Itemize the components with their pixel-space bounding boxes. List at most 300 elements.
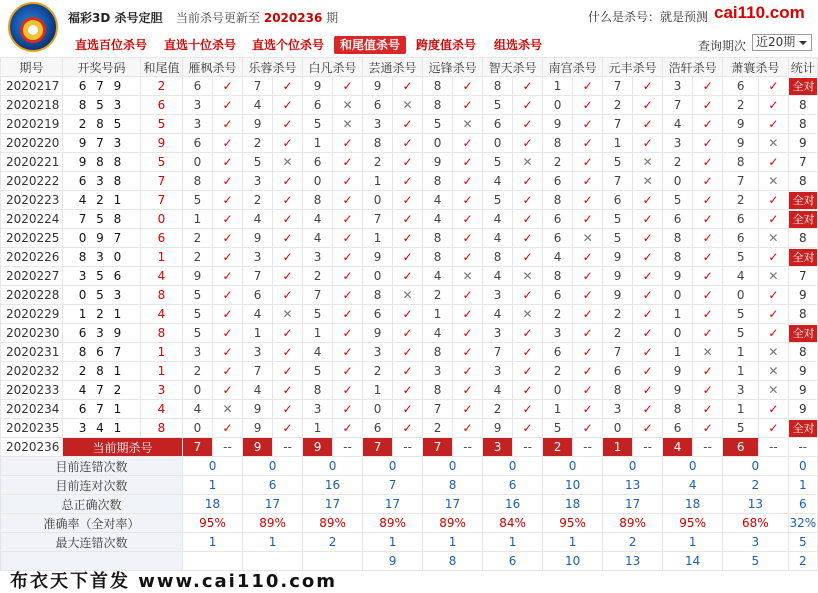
check-icon: ✓ bbox=[453, 286, 483, 305]
kill-number-cell: 0 bbox=[663, 286, 693, 305]
stat-cell bbox=[788, 77, 817, 96]
kill-number-cell: 5 bbox=[483, 153, 513, 172]
period-cell: 2020231 bbox=[1, 343, 63, 362]
kill-number-cell: 0 bbox=[603, 419, 633, 438]
draw-number-cell: 8 3 0 bbox=[63, 248, 141, 267]
table-row bbox=[1, 267, 818, 286]
cross-icon: ✕ bbox=[759, 229, 788, 248]
table-row bbox=[1, 134, 818, 153]
check-icon: ✓ bbox=[393, 305, 423, 324]
check-icon: ✓ bbox=[573, 400, 603, 419]
stats-value: 0 bbox=[663, 457, 723, 476]
sum-tail-cell: 7 bbox=[141, 191, 183, 210]
draw-number-cell: 8 5 3 bbox=[63, 96, 141, 115]
period-cell: 2020225 bbox=[1, 229, 63, 248]
kill-number-cell: 1 bbox=[243, 324, 273, 343]
stats-value: 1 bbox=[483, 533, 543, 552]
kill-number-cell: 8 bbox=[543, 191, 573, 210]
kill-number-cell: 2 bbox=[363, 153, 393, 172]
check-icon: ✓ bbox=[393, 229, 423, 248]
column-header: 期号 bbox=[1, 58, 63, 77]
check-icon: ✓ bbox=[759, 286, 788, 305]
check-icon: ✓ bbox=[759, 96, 788, 115]
stats-value: 3 bbox=[723, 533, 788, 552]
table-row bbox=[1, 362, 818, 381]
column-header: 和尾值 bbox=[141, 58, 183, 77]
stats-value: 0 bbox=[423, 457, 483, 476]
draw-number-cell: 2 8 5 bbox=[63, 115, 141, 134]
check-icon: ✓ bbox=[453, 210, 483, 229]
cross-icon: ✕ bbox=[759, 134, 788, 153]
sum-tail-cell: 4 bbox=[141, 267, 183, 286]
kill-number-cell: 7 bbox=[423, 400, 453, 419]
kill-number-cell: 1 bbox=[423, 305, 453, 324]
draw-number-cell: 0 5 3 bbox=[63, 286, 141, 305]
stats-value: 1 bbox=[183, 476, 243, 495]
check-icon: ✓ bbox=[513, 191, 543, 210]
check-icon: ✓ bbox=[393, 134, 423, 153]
check-icon: ✓ bbox=[573, 115, 603, 134]
tab-tens[interactable]: 直选十位杀号 bbox=[164, 38, 237, 52]
kill-number-cell: 3 bbox=[183, 115, 213, 134]
brand-logo[interactable]: cai110.com bbox=[714, 3, 805, 22]
kill-number-cell: 8 bbox=[543, 267, 573, 286]
cross-icon: ✕ bbox=[453, 267, 483, 286]
kill-number-cell: 3 bbox=[183, 343, 213, 362]
kill-number-cell: 3 bbox=[663, 77, 693, 96]
period-cell: 2020222 bbox=[1, 172, 63, 191]
kill-number-cell: 8 bbox=[543, 134, 573, 153]
check-icon: ✓ bbox=[333, 324, 363, 343]
cross-icon: ✕ bbox=[213, 400, 243, 419]
check-icon: ✓ bbox=[759, 77, 788, 96]
check-icon: ✓ bbox=[573, 210, 603, 229]
column-header: 统计 bbox=[788, 58, 817, 77]
check-icon: ✓ bbox=[573, 77, 603, 96]
kill-number-cell: 7 bbox=[603, 77, 633, 96]
check-icon: ✓ bbox=[273, 77, 303, 96]
column-header: 远锋杀号 bbox=[423, 58, 483, 77]
cross-icon: ✕ bbox=[453, 115, 483, 134]
kill-number-cell: 3 bbox=[603, 400, 633, 419]
stats-value: 0 bbox=[303, 457, 363, 476]
period-cell: 2020232 bbox=[1, 362, 63, 381]
stats-value: 6 bbox=[483, 552, 543, 571]
check-icon: ✓ bbox=[453, 381, 483, 400]
kill-number-cell: 1 bbox=[363, 172, 393, 191]
kill-number-cell: 2 bbox=[723, 96, 759, 115]
kill-number-cell: 4 bbox=[423, 267, 453, 286]
kill-number-cell: 5 bbox=[303, 115, 333, 134]
kill-number-cell: 4 bbox=[483, 229, 513, 248]
kill-number-cell: 9 bbox=[243, 229, 273, 248]
current-kill-number: 3 bbox=[483, 438, 513, 457]
check-icon: ✓ bbox=[633, 248, 663, 267]
kill-number-cell: 0 bbox=[543, 96, 573, 115]
kill-number-cell: 9 bbox=[483, 419, 513, 438]
kill-number-cell: 6 bbox=[723, 210, 759, 229]
kill-number-cell: 5 bbox=[423, 115, 453, 134]
kill-number-cell: 7 bbox=[363, 210, 393, 229]
kill-number-cell: 3 bbox=[183, 96, 213, 115]
table-row bbox=[1, 248, 818, 267]
draw-number-cell: 2 8 1 bbox=[63, 362, 141, 381]
check-icon: ✓ bbox=[273, 324, 303, 343]
check-icon: ✓ bbox=[513, 381, 543, 400]
draw-number-cell: 9 8 8 bbox=[63, 153, 141, 172]
pending-mark: -- bbox=[759, 438, 788, 457]
pending-mark: -- bbox=[393, 438, 423, 457]
stats-value: 6 bbox=[788, 495, 817, 514]
draw-number-cell: 6 7 9 bbox=[63, 77, 141, 96]
stats-value: 84% bbox=[483, 514, 543, 533]
stats-value: 0 bbox=[363, 457, 423, 476]
kill-number-cell: 6 bbox=[723, 77, 759, 96]
sum-tail-cell: 7 bbox=[141, 172, 183, 191]
kill-number-cell: 8 bbox=[603, 381, 633, 400]
stats-value: 95% bbox=[543, 514, 603, 533]
check-icon: ✓ bbox=[513, 248, 543, 267]
stats-value: 1 bbox=[423, 533, 483, 552]
check-icon: ✓ bbox=[693, 153, 723, 172]
sum-tail-cell: 8 bbox=[141, 286, 183, 305]
pending-mark: -- bbox=[513, 438, 543, 457]
check-icon: ✓ bbox=[633, 305, 663, 324]
draw-number-cell: 7 5 8 bbox=[63, 210, 141, 229]
kill-number-cell: 5 bbox=[723, 419, 759, 438]
stat-cell: 7 bbox=[788, 153, 817, 172]
check-icon: ✓ bbox=[453, 191, 483, 210]
kill-number-cell: 7 bbox=[483, 343, 513, 362]
check-icon: ✓ bbox=[393, 324, 423, 343]
check-icon: ✓ bbox=[513, 324, 543, 343]
kill-number-cell: 9 bbox=[663, 267, 693, 286]
check-icon: ✓ bbox=[759, 324, 788, 343]
draw-number-cell: 4 2 1 bbox=[63, 191, 141, 210]
period-cell: 2020230 bbox=[1, 324, 63, 343]
kill-number-cell: 2 bbox=[183, 229, 213, 248]
check-icon: ✓ bbox=[273, 115, 303, 134]
current-kill-number: 9 bbox=[243, 438, 273, 457]
stats-value: 7 bbox=[363, 476, 423, 495]
kill-number-cell: 4 bbox=[483, 305, 513, 324]
kill-number-cell: 3 bbox=[483, 286, 513, 305]
all-correct-badge: 全对 bbox=[789, 325, 818, 342]
period-cell: 2020220 bbox=[1, 134, 63, 153]
check-icon: ✓ bbox=[573, 362, 603, 381]
kill-number-cell: 0 bbox=[303, 172, 333, 191]
check-icon: ✓ bbox=[453, 419, 483, 438]
check-icon: ✓ bbox=[633, 115, 663, 134]
table-row bbox=[1, 305, 818, 324]
check-icon: ✓ bbox=[693, 400, 723, 419]
kill-number-cell: 0 bbox=[663, 172, 693, 191]
check-icon: ✓ bbox=[513, 362, 543, 381]
kill-number-cell: 6 bbox=[603, 362, 633, 381]
column-header: 元丰杀号 bbox=[603, 58, 663, 77]
kill-number-cell: 8 bbox=[423, 248, 453, 267]
check-icon: ✓ bbox=[273, 343, 303, 362]
check-icon: ✓ bbox=[213, 191, 243, 210]
kill-number-cell: 3 bbox=[363, 115, 393, 134]
kill-number-cell: 8 bbox=[423, 77, 453, 96]
kill-number-cell: 7 bbox=[303, 286, 333, 305]
stat-cell: 9 bbox=[788, 134, 817, 153]
kill-number-cell: 6 bbox=[543, 172, 573, 191]
kill-number-cell: 5 bbox=[483, 96, 513, 115]
draw-number-cell: 1 2 1 bbox=[63, 305, 141, 324]
draw-number-cell: 9 7 3 bbox=[63, 134, 141, 153]
check-icon: ✓ bbox=[633, 381, 663, 400]
tab-units[interactable]: 直选个位杀号 bbox=[252, 38, 325, 52]
period-cell: 2020228 bbox=[1, 286, 63, 305]
check-icon: ✓ bbox=[693, 96, 723, 115]
tab-sum-tail[interactable]: 和尾值杀号 bbox=[334, 36, 406, 54]
stats-value: 0 bbox=[543, 457, 603, 476]
draw-number-cell: 4 7 2 bbox=[63, 381, 141, 400]
draw-number-cell: 6 3 9 bbox=[63, 324, 141, 343]
check-icon: ✓ bbox=[573, 134, 603, 153]
sum-tail-cell: 6 bbox=[141, 229, 183, 248]
kill-number-cell: 3 bbox=[663, 134, 693, 153]
kill-number-cell: 5 bbox=[603, 229, 633, 248]
kill-number-cell: 2 bbox=[543, 362, 573, 381]
kill-number-cell: 3 bbox=[243, 343, 273, 362]
check-icon: ✓ bbox=[333, 172, 363, 191]
tab-group[interactable]: 组选杀号 bbox=[494, 38, 543, 52]
kill-number-cell: 9 bbox=[243, 400, 273, 419]
kill-number-cell: 2 bbox=[183, 362, 213, 381]
draw-number-cell: 8 6 7 bbox=[63, 343, 141, 362]
stat-cell bbox=[788, 191, 817, 210]
kill-number-cell: 4 bbox=[423, 191, 453, 210]
check-icon: ✓ bbox=[333, 153, 363, 172]
sum-tail-cell: 8 bbox=[141, 419, 183, 438]
cross-icon: ✕ bbox=[759, 267, 788, 286]
kill-number-cell: 4 bbox=[183, 400, 213, 419]
sum-tail-cell: 5 bbox=[141, 115, 183, 134]
kill-number-cell: 2 bbox=[423, 286, 453, 305]
kill-number-table bbox=[0, 57, 818, 571]
check-icon: ✓ bbox=[453, 229, 483, 248]
check-icon: ✓ bbox=[573, 96, 603, 115]
check-icon: ✓ bbox=[759, 191, 788, 210]
kill-number-cell: 3 bbox=[483, 324, 513, 343]
all-correct-badge: 全对 bbox=[789, 249, 818, 266]
check-icon: ✓ bbox=[273, 172, 303, 191]
table-row bbox=[1, 191, 818, 210]
kill-number-cell: 1 bbox=[663, 343, 693, 362]
kill-number-cell: 5 bbox=[303, 362, 333, 381]
check-icon: ✓ bbox=[633, 134, 663, 153]
kill-number-cell: 6 bbox=[363, 419, 393, 438]
check-icon: ✓ bbox=[333, 305, 363, 324]
stats-value: 18 bbox=[183, 495, 243, 514]
current-kill-number: 7 bbox=[363, 438, 393, 457]
sum-tail-cell: 3 bbox=[141, 381, 183, 400]
kill-number-cell: 9 bbox=[603, 248, 633, 267]
kill-number-cell: 7 bbox=[603, 115, 633, 134]
kill-number-cell: 3 bbox=[243, 248, 273, 267]
check-icon: ✓ bbox=[693, 115, 723, 134]
kill-number-cell: 6 bbox=[603, 191, 633, 210]
check-icon: ✓ bbox=[573, 172, 603, 191]
kill-number-cell: 9 bbox=[723, 115, 759, 134]
stats-row bbox=[1, 495, 818, 514]
stat-cell: 8 bbox=[788, 305, 817, 324]
check-icon: ✓ bbox=[693, 286, 723, 305]
kill-number-cell: 1 bbox=[663, 305, 693, 324]
check-icon: ✓ bbox=[213, 153, 243, 172]
cross-icon: ✕ bbox=[693, 343, 723, 362]
column-header: 萧寰杀号 bbox=[723, 58, 788, 77]
period-select[interactable]: 近20期 bbox=[752, 34, 812, 51]
kill-number-cell: 4 bbox=[483, 267, 513, 286]
all-correct-badge: 全对 bbox=[789, 192, 818, 209]
kill-number-cell: 3 bbox=[243, 172, 273, 191]
stats-value: 17 bbox=[423, 495, 483, 514]
cross-icon: ✕ bbox=[573, 229, 603, 248]
check-icon: ✓ bbox=[213, 172, 243, 191]
kill-number-cell: 0 bbox=[723, 286, 759, 305]
stats-value: 1 bbox=[183, 533, 243, 552]
check-icon: ✓ bbox=[333, 267, 363, 286]
check-icon: ✓ bbox=[693, 248, 723, 267]
check-icon: ✓ bbox=[633, 343, 663, 362]
check-icon: ✓ bbox=[633, 267, 663, 286]
kill-number-cell: 1 bbox=[303, 324, 333, 343]
sum-tail-cell: 4 bbox=[141, 400, 183, 419]
stats-value: 0 bbox=[183, 457, 243, 476]
column-header: 南宫杀号 bbox=[543, 58, 603, 77]
stat-cell: 8 bbox=[788, 229, 817, 248]
all-correct-badge: 全对 bbox=[789, 78, 818, 95]
check-icon: ✓ bbox=[333, 134, 363, 153]
check-icon: ✓ bbox=[633, 324, 663, 343]
check-icon: ✓ bbox=[453, 153, 483, 172]
stats-value: 9 bbox=[363, 552, 423, 571]
stat-cell: 9 bbox=[788, 362, 817, 381]
current-kill-number: 7 bbox=[423, 438, 453, 457]
kill-number-cell: 2 bbox=[423, 419, 453, 438]
kill-number-cell: 8 bbox=[663, 229, 693, 248]
check-icon: ✓ bbox=[333, 248, 363, 267]
check-icon: ✓ bbox=[273, 191, 303, 210]
check-icon: ✓ bbox=[573, 381, 603, 400]
kill-number-cell: 3 bbox=[483, 362, 513, 381]
check-icon: ✓ bbox=[393, 267, 423, 286]
check-icon: ✓ bbox=[693, 305, 723, 324]
check-icon: ✓ bbox=[759, 210, 788, 229]
cross-icon: ✕ bbox=[759, 343, 788, 362]
check-icon: ✓ bbox=[513, 134, 543, 153]
kill-number-cell: 9 bbox=[603, 267, 633, 286]
check-icon: ✓ bbox=[633, 210, 663, 229]
cross-icon: ✕ bbox=[759, 381, 788, 400]
kill-number-cell: 1 bbox=[303, 134, 333, 153]
cross-icon: ✕ bbox=[759, 362, 788, 381]
check-icon: ✓ bbox=[213, 381, 243, 400]
cross-icon: ✕ bbox=[333, 115, 363, 134]
tab-span[interactable]: 跨度值杀号 bbox=[416, 38, 477, 52]
sum-tail-cell: 1 bbox=[141, 248, 183, 267]
table-row bbox=[1, 400, 818, 419]
kill-number-cell: 8 bbox=[423, 343, 453, 362]
check-icon: ✓ bbox=[393, 248, 423, 267]
kill-number-cell: 6 bbox=[243, 286, 273, 305]
cross-icon: ✕ bbox=[513, 267, 543, 286]
stats-label: 准确率（全对率） bbox=[1, 514, 183, 533]
kill-number-cell: 5 bbox=[183, 324, 213, 343]
kill-number-cell: 1 bbox=[723, 400, 759, 419]
site-logo[interactable] bbox=[8, 2, 58, 52]
kill-number-cell: 6 bbox=[303, 96, 333, 115]
tab-hundreds[interactable]: 直选百位杀号 bbox=[75, 38, 148, 52]
sum-tail-cell: 9 bbox=[141, 134, 183, 153]
check-icon: ✓ bbox=[513, 172, 543, 191]
what-is-kill-link[interactable]: 什么是杀号：就是预测 bbox=[588, 10, 709, 24]
pending-mark: -- bbox=[693, 438, 723, 457]
kill-number-cell: 4 bbox=[303, 343, 333, 362]
kill-number-cell: 1 bbox=[303, 419, 333, 438]
check-icon: ✓ bbox=[333, 286, 363, 305]
stats-value: 17 bbox=[363, 495, 423, 514]
cross-icon: ✕ bbox=[393, 96, 423, 115]
check-icon: ✓ bbox=[633, 77, 663, 96]
check-icon: ✓ bbox=[513, 400, 543, 419]
stats-value: 95% bbox=[183, 514, 243, 533]
check-icon: ✓ bbox=[759, 400, 788, 419]
check-icon: ✓ bbox=[333, 343, 363, 362]
current-kill-number: 7 bbox=[183, 438, 213, 457]
kill-number-cell: 3 bbox=[303, 400, 333, 419]
kill-number-cell: 8 bbox=[363, 134, 393, 153]
stats-value: 2 bbox=[303, 533, 363, 552]
stats-value: 0 bbox=[483, 457, 543, 476]
check-icon: ✓ bbox=[393, 191, 423, 210]
kill-number-cell: 5 bbox=[603, 210, 633, 229]
kill-number-cell: 6 bbox=[543, 229, 573, 248]
stats-value: 68% bbox=[723, 514, 788, 533]
all-correct-badge: 全对 bbox=[789, 211, 818, 228]
table-header bbox=[1, 58, 818, 77]
sum-tail-cell: 1 bbox=[141, 343, 183, 362]
kill-number-cell: 4 bbox=[423, 210, 453, 229]
stats-label: 最大连错次数 bbox=[1, 533, 183, 552]
period-cell: 2020235 bbox=[1, 419, 63, 438]
kill-number-cell: 7 bbox=[603, 172, 633, 191]
kill-number-cell: 0 bbox=[363, 191, 393, 210]
kill-number-cell: 4 bbox=[663, 115, 693, 134]
draw-number-cell: 3 5 6 bbox=[63, 267, 141, 286]
kill-number-cell: 9 bbox=[663, 381, 693, 400]
check-icon: ✓ bbox=[453, 324, 483, 343]
cross-icon: ✕ bbox=[333, 96, 363, 115]
check-icon: ✓ bbox=[333, 381, 363, 400]
check-icon: ✓ bbox=[513, 210, 543, 229]
check-icon: ✓ bbox=[633, 419, 663, 438]
current-period-row bbox=[1, 438, 818, 457]
stats-value: 10 bbox=[543, 552, 603, 571]
check-icon: ✓ bbox=[693, 77, 723, 96]
check-icon: ✓ bbox=[213, 96, 243, 115]
kill-number-cell: 8 bbox=[723, 153, 759, 172]
pending-mark: -- bbox=[453, 438, 483, 457]
cross-icon: ✕ bbox=[273, 305, 303, 324]
column-header: 白凡杀号 bbox=[303, 58, 363, 77]
check-icon: ✓ bbox=[759, 305, 788, 324]
check-icon: ✓ bbox=[693, 191, 723, 210]
